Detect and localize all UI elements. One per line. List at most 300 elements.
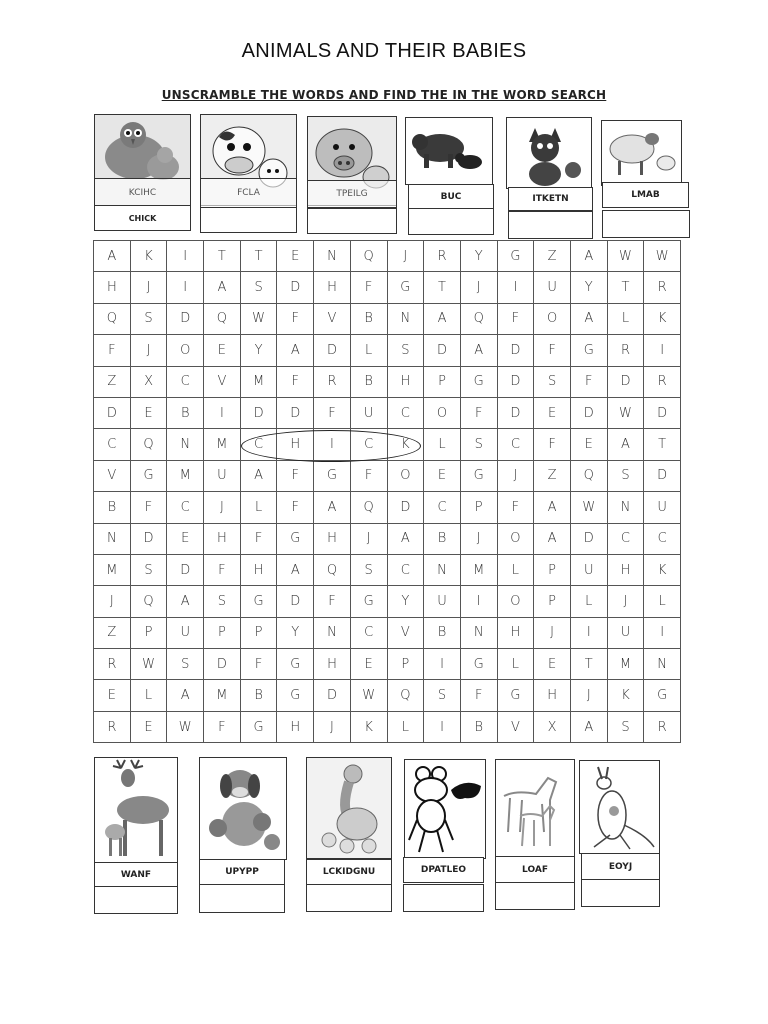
grid-letter-cell[interactable]: B [350,303,387,334]
grid-letter-cell[interactable]: S [534,366,571,397]
grid-letter-cell[interactable]: S [460,429,497,460]
grid-letter-cell[interactable]: F [460,680,497,711]
bear-cub-icon [406,118,492,184]
grid-letter-cell[interactable]: U [607,617,644,648]
grid-letter-cell[interactable]: G [497,241,534,272]
grid-letter-cell[interactable]: K [350,711,387,742]
grid-letter-cell[interactable]: G [460,649,497,680]
grid-letter-cell[interactable]: I [570,617,607,648]
grid-letter-cell[interactable]: F [130,492,167,523]
grid-letter-cell[interactable]: D [94,397,131,428]
answer-box-chicken[interactable]: CHICK [94,205,191,231]
grid-letter-cell[interactable]: E [94,680,131,711]
grid-letter-cell[interactable]: R [644,711,681,742]
cat-kitten-icon [507,118,591,188]
grid-letter-cell[interactable]: Q [130,429,167,460]
grid-letter-cell[interactable]: W [350,680,387,711]
grid-letter-cell[interactable]: U [424,586,461,617]
grid-letter-cell[interactable]: F [350,460,387,491]
grid-letter-cell[interactable]: U [534,272,571,303]
grid-letter-cell[interactable]: E [570,429,607,460]
grid-letter-cell[interactable]: B [424,523,461,554]
grid-letter-cell[interactable]: J [130,272,167,303]
grid-letter-cell[interactable]: R [424,241,461,272]
grid-letter-cell[interactable]: H [607,554,644,585]
grid-letter-cell[interactable]: A [314,492,351,523]
grid-letter-cell[interactable]: L [607,303,644,334]
grid-letter-cell[interactable]: D [607,366,644,397]
answer-box-cat[interactable] [508,211,593,239]
grid-letter-cell[interactable]: J [314,711,351,742]
grid-letter-cell[interactable]: G [277,649,314,680]
grid-letter-cell[interactable]: X [534,711,571,742]
grid-letter-cell[interactable]: E [534,397,571,428]
scrambled-word-deer: WANF [94,862,178,888]
answer-box-bear[interactable] [408,208,494,235]
dog-puppy-icon [200,758,286,859]
grid-letter-cell[interactable]: M [204,429,241,460]
grid-letter-cell[interactable]: U [644,492,681,523]
grid-letter-cell[interactable]: G [240,711,277,742]
grid-letter-cell[interactable]: G [314,460,351,491]
grid-letter-cell[interactable]: F [204,711,241,742]
grid-letter-cell[interactable]: U [570,554,607,585]
grid-letter-cell[interactable]: G [570,335,607,366]
answer-box-horse[interactable] [495,882,575,910]
grid-row [94,617,681,648]
grid-letter-cell[interactable]: K [387,429,424,460]
grid-letter-cell[interactable]: G [460,366,497,397]
grid-letter-cell[interactable]: I [460,586,497,617]
grid-row [94,335,681,366]
grid-row [94,366,681,397]
grid-letter-cell[interactable]: D [570,523,607,554]
grid-letter-cell[interactable]: A [204,272,241,303]
grid-letter-cell[interactable]: T [424,272,461,303]
grid-letter-cell[interactable]: D [277,272,314,303]
grid-letter-cell[interactable]: Q [387,680,424,711]
grid-letter-cell[interactable]: L [570,586,607,617]
grid-letter-cell[interactable]: J [350,523,387,554]
grid-letter-cell[interactable]: W [607,241,644,272]
grid-letter-cell[interactable]: Q [204,303,241,334]
grid-letter-cell[interactable]: F [497,303,534,334]
grid-letter-cell[interactable]: V [204,366,241,397]
grid-letter-cell[interactable]: Q [94,303,131,334]
grid-letter-cell[interactable]: F [94,335,131,366]
grid-letter-cell[interactable]: C [94,429,131,460]
grid-letter-cell[interactable]: D [277,586,314,617]
grid-letter-cell[interactable]: E [350,649,387,680]
grid-letter-cell[interactable]: L [424,429,461,460]
grid-letter-cell[interactable]: I [204,397,241,428]
grid-letter-cell[interactable]: T [204,241,241,272]
grid-letter-cell[interactable]: K [644,554,681,585]
grid-letter-cell[interactable]: N [94,523,131,554]
grid-letter-cell[interactable]: O [497,523,534,554]
grid-letter-cell[interactable]: D [497,397,534,428]
grid-letter-cell[interactable]: H [314,649,351,680]
grid-letter-cell[interactable]: T [570,649,607,680]
grid-letter-cell[interactable]: H [277,429,314,460]
grid-letter-cell[interactable]: H [240,554,277,585]
grid-letter-cell[interactable]: O [534,303,571,334]
grid-letter-cell[interactable]: Y [240,335,277,366]
grid-letter-cell[interactable]: C [240,429,277,460]
grid-letter-cell[interactable]: D [167,303,204,334]
grid-letter-cell[interactable]: N [460,617,497,648]
grid-letter-cell[interactable]: W [240,303,277,334]
grid-letter-cell[interactable]: F [497,492,534,523]
grid-letter-cell[interactable]: H [387,366,424,397]
grid-row [94,460,681,491]
kangaroo-joey-icon [580,761,659,853]
grid-letter-cell[interactable]: K [644,303,681,334]
grid-letter-cell[interactable]: F [314,586,351,617]
grid-letter-cell[interactable]: J [497,460,534,491]
grid-letter-cell[interactable]: S [204,586,241,617]
scrambled-word-kangaroo: EOYJ [581,853,660,880]
grid-letter-cell[interactable]: F [277,303,314,334]
grid-letter-cell[interactable]: Q [460,303,497,334]
grid-letter-cell[interactable]: C [350,429,387,460]
grid-letter-cell[interactable]: F [240,523,277,554]
grid-letter-cell[interactable]: B [240,680,277,711]
grid-letter-cell[interactable]: O [497,586,534,617]
grid-letter-cell[interactable]: J [130,335,167,366]
grid-letter-cell[interactable]: D [497,335,534,366]
grid-letter-cell[interactable]: J [94,586,131,617]
grid-letter-cell[interactable]: I [167,272,204,303]
grid-letter-cell[interactable]: Q [130,586,167,617]
grid-letter-cell[interactable]: K [607,680,644,711]
grid-letter-cell[interactable]: A [277,335,314,366]
grid-letter-cell[interactable]: W [167,711,204,742]
grid-letter-cell[interactable]: D [387,492,424,523]
grid-letter-cell[interactable]: V [387,617,424,648]
grid-letter-cell[interactable]: P [534,586,571,617]
grid-letter-cell[interactable]: A [277,554,314,585]
grid-letter-cell[interactable]: N [424,554,461,585]
grid-letter-cell[interactable]: L [644,586,681,617]
grid-letter-cell[interactable]: E [424,460,461,491]
grid-letter-cell[interactable]: D [424,335,461,366]
grid-letter-cell[interactable]: F [570,366,607,397]
grid-letter-cell[interactable]: F [277,366,314,397]
grid-letter-cell[interactable]: Y [277,617,314,648]
grid-letter-cell[interactable]: F [314,397,351,428]
grid-letter-cell[interactable]: D [314,680,351,711]
grid-letter-cell[interactable]: C [607,523,644,554]
grid-letter-cell[interactable]: R [94,649,131,680]
grid-letter-cell[interactable]: F [277,492,314,523]
grid-letter-cell[interactable]: G [387,272,424,303]
grid-letter-cell[interactable]: F [460,397,497,428]
grid-letter-cell[interactable]: A [534,523,571,554]
grid-letter-cell[interactable]: H [314,523,351,554]
grid-letter-cell[interactable]: R [644,366,681,397]
answer-box-duck[interactable] [306,884,392,912]
kangaroo-picture [579,760,660,854]
grid-letter-cell[interactable]: S [130,554,167,585]
grid-letter-cell[interactable]: S [350,554,387,585]
grid-letter-cell[interactable]: L [240,492,277,523]
grid-letter-cell[interactable]: G [350,586,387,617]
grid-letter-cell[interactable]: B [350,366,387,397]
grid-letter-cell[interactable]: M [167,460,204,491]
grid-letter-cell[interactable]: H [534,680,571,711]
answer-box-cow[interactable] [200,207,297,233]
grid-letter-cell[interactable]: S [240,272,277,303]
grid-letter-cell[interactable]: L [387,711,424,742]
grid-letter-cell[interactable]: F [240,649,277,680]
grid-letter-cell[interactable]: S [607,711,644,742]
grid-letter-cell[interactable]: P [387,649,424,680]
grid-letter-cell[interactable]: S [607,460,644,491]
grid-letter-cell[interactable]: D [314,335,351,366]
grid-letter-cell[interactable]: A [167,586,204,617]
sheep-lamb-icon [602,121,681,185]
grid-letter-cell[interactable]: P [534,554,571,585]
grid-letter-cell[interactable]: A [570,303,607,334]
grid-row [94,303,681,334]
grid-letter-cell[interactable]: F [204,554,241,585]
grid-letter-cell[interactable]: X [130,366,167,397]
scrambled-word-dog: UPYPP [199,859,285,885]
grid-letter-cell[interactable]: Z [94,366,131,397]
grid-letter-cell[interactable]: N [314,241,351,272]
grid-letter-cell[interactable]: N [644,649,681,680]
scrambled-word-duck: LCKIDGNU [306,859,392,885]
grid-letter-cell[interactable]: A [460,335,497,366]
grid-letter-cell[interactable]: M [607,649,644,680]
grid-letter-cell[interactable]: O [167,335,204,366]
grid-letter-cell[interactable]: I [167,241,204,272]
grid-letter-cell[interactable]: U [350,397,387,428]
grid-letter-cell[interactable]: C [350,617,387,648]
grid-letter-cell[interactable]: W [570,492,607,523]
grid-letter-cell[interactable]: M [460,554,497,585]
grid-row [94,554,681,585]
grid-letter-cell[interactable]: V [497,711,534,742]
grid-letter-cell[interactable]: L [130,680,167,711]
grid-letter-cell[interactable]: C [424,492,461,523]
grid-letter-cell[interactable]: H [497,617,534,648]
grid-letter-cell[interactable]: M [94,554,131,585]
grid-letter-cell[interactable]: P [424,366,461,397]
grid-row [94,586,681,617]
grid-letter-cell[interactable]: A [240,460,277,491]
grid-letter-cell[interactable]: G [277,523,314,554]
grid-letter-cell[interactable]: B [167,397,204,428]
grid-letter-cell[interactable]: S [387,335,424,366]
grid-letter-cell[interactable]: Q [314,554,351,585]
grid-letter-cell[interactable]: Z [534,460,571,491]
grid-letter-cell[interactable]: I [644,617,681,648]
grid-letter-cell[interactable]: H [94,272,131,303]
grid-row [94,397,681,428]
grid-letter-cell[interactable]: H [314,272,351,303]
grid-letter-cell[interactable]: F [534,429,571,460]
page-title: ANIMALS AND THEIR BABIES [241,40,527,62]
grid-letter-cell[interactable]: I [497,272,534,303]
grid-letter-cell[interactable]: Z [94,617,131,648]
answer-box-kangaroo[interactable] [581,879,660,907]
grid-letter-cell[interactable]: O [387,460,424,491]
cat-picture [506,117,592,189]
duck-picture [306,757,392,859]
grid-letter-cell[interactable]: C [167,492,204,523]
grid-letter-cell[interactable]: P [204,617,241,648]
grid-letter-cell[interactable]: T [644,429,681,460]
grid-letter-cell[interactable]: C [644,523,681,554]
grid-letter-cell[interactable]: H [277,711,314,742]
grid-letter-cell[interactable]: Y [570,272,607,303]
scrambled-word-frog: DPATLEO [403,857,484,883]
grid-letter-cell[interactable]: E [167,523,204,554]
grid-letter-cell[interactable]: E [130,397,167,428]
grid-letter-cell[interactable]: V [94,460,131,491]
grid-letter-cell[interactable]: C [387,554,424,585]
grid-letter-cell[interactable]: L [497,649,534,680]
grid-letter-cell[interactable]: D [240,397,277,428]
grid-row [94,241,681,272]
grid-letter-cell[interactable]: I [314,429,351,460]
grid-letter-cell[interactable]: A [424,303,461,334]
grid-letter-cell[interactable]: D [277,397,314,428]
answer-box-deer[interactable] [94,886,178,914]
grid-letter-cell[interactable]: P [240,617,277,648]
grid-letter-cell[interactable]: Q [570,460,607,491]
grid-letter-cell[interactable]: D [644,460,681,491]
grid-letter-cell[interactable]: D [644,397,681,428]
grid-letter-cell[interactable]: J [570,680,607,711]
grid-letter-cell[interactable]: G [460,460,497,491]
grid-letter-cell[interactable]: B [460,711,497,742]
grid-letter-cell[interactable]: A [167,680,204,711]
grid-letter-cell[interactable]: L [350,335,387,366]
grid-letter-cell[interactable]: S [424,680,461,711]
grid-letter-cell[interactable]: J [387,241,424,272]
grid-letter-cell[interactable]: J [204,492,241,523]
answer-box-frog[interactable] [403,884,484,912]
grid-letter-cell[interactable]: Q [350,241,387,272]
grid-letter-cell[interactable]: A [94,241,131,272]
grid-letter-cell[interactable]: R [644,272,681,303]
grid-letter-cell[interactable]: D [130,523,167,554]
grid-letter-cell[interactable]: E [130,711,167,742]
grid-letter-cell[interactable]: J [460,272,497,303]
grid-letter-cell[interactable]: Y [387,586,424,617]
grid-letter-cell[interactable]: S [167,649,204,680]
grid-letter-cell[interactable]: D [204,649,241,680]
grid-letter-cell[interactable]: G [644,680,681,711]
grid-letter-cell[interactable]: U [167,617,204,648]
grid-letter-cell[interactable]: C [387,397,424,428]
answer-box-pig[interactable] [307,208,397,234]
scrambled-word-bear: BUC [408,184,494,209]
grid-letter-cell[interactable]: W [130,649,167,680]
grid-letter-cell[interactable]: A [607,429,644,460]
grid-letter-cell[interactable]: N [314,617,351,648]
grid-letter-cell[interactable]: G [497,680,534,711]
grid-letter-cell[interactable]: W [607,397,644,428]
grid-letter-cell[interactable]: A [387,523,424,554]
grid-letter-cell[interactable]: N [387,303,424,334]
grid-letter-cell[interactable]: I [424,649,461,680]
frog-tadpole-icon [405,760,485,858]
scrambled-word-cat: ITKETN [508,187,593,211]
grid-letter-cell[interactable]: B [424,617,461,648]
grid-letter-cell[interactable]: I [644,335,681,366]
grid-letter-cell[interactable]: M [240,366,277,397]
grid-letter-cell[interactable]: G [130,460,167,491]
grid-letter-cell[interactable]: A [534,492,571,523]
instructions-subtitle: UNSCRAMBLE THE WORDS AND FIND THE IN THE WORD SEARCH [161,88,607,102]
grid-letter-cell[interactable]: T [240,241,277,272]
grid-letter-cell[interactable]: C [497,429,534,460]
grid-letter-cell[interactable]: I [424,711,461,742]
grid-letter-cell[interactable]: S [130,303,167,334]
grid-letter-cell[interactable]: V [314,303,351,334]
grid-letter-cell[interactable]: J [534,617,571,648]
grid-letter-cell[interactable]: F [350,272,387,303]
grid-letter-cell[interactable]: Z [534,241,571,272]
grid-letter-cell[interactable]: D [167,554,204,585]
grid-letter-cell[interactable]: A [570,241,607,272]
grid-letter-cell[interactable]: K [130,241,167,272]
grid-letter-cell[interactable]: P [130,617,167,648]
grid-letter-cell[interactable]: G [277,680,314,711]
grid-letter-cell[interactable]: J [460,523,497,554]
sheep-picture [601,120,682,186]
grid-letter-cell[interactable]: F [277,460,314,491]
grid-letter-cell[interactable]: G [240,586,277,617]
grid-letter-cell[interactable]: B [94,492,131,523]
grid-letter-cell[interactable]: Q [350,492,387,523]
grid-letter-cell[interactable]: N [607,492,644,523]
deer-fawn-icon [95,758,177,862]
grid-letter-cell[interactable]: Y [460,241,497,272]
grid-letter-cell[interactable]: W [644,241,681,272]
answer-box-sheep[interactable] [602,210,690,238]
grid-letter-cell[interactable]: N [167,429,204,460]
grid-letter-cell[interactable]: F [534,335,571,366]
grid-letter-cell[interactable]: R [314,366,351,397]
grid-letter-cell[interactable]: E [277,241,314,272]
grid-letter-cell[interactable]: D [497,366,534,397]
grid-letter-cell[interactable]: C [167,366,204,397]
grid-letter-cell[interactable]: P [460,492,497,523]
frog-picture [404,759,486,859]
grid-letter-cell[interactable]: U [204,460,241,491]
grid-letter-cell[interactable]: R [94,711,131,742]
grid-letter-cell[interactable]: E [534,649,571,680]
grid-letter-cell[interactable]: A [570,711,607,742]
grid-letter-cell[interactable]: O [424,397,461,428]
grid-letter-cell[interactable]: E [204,335,241,366]
grid-letter-cell[interactable]: D [570,397,607,428]
answer-box-dog[interactable] [199,884,285,913]
grid-letter-cell[interactable]: M [204,680,241,711]
scrambled-word-chicken: KCIHC [94,178,191,208]
grid-letter-cell[interactable]: H [204,523,241,554]
grid-letter-cell[interactable]: R [607,335,644,366]
scrambled-word-horse: LOAF [495,856,575,883]
grid-letter-cell[interactable]: L [497,554,534,585]
grid-letter-cell[interactable]: T [607,272,644,303]
grid-letter-cell[interactable]: J [607,586,644,617]
